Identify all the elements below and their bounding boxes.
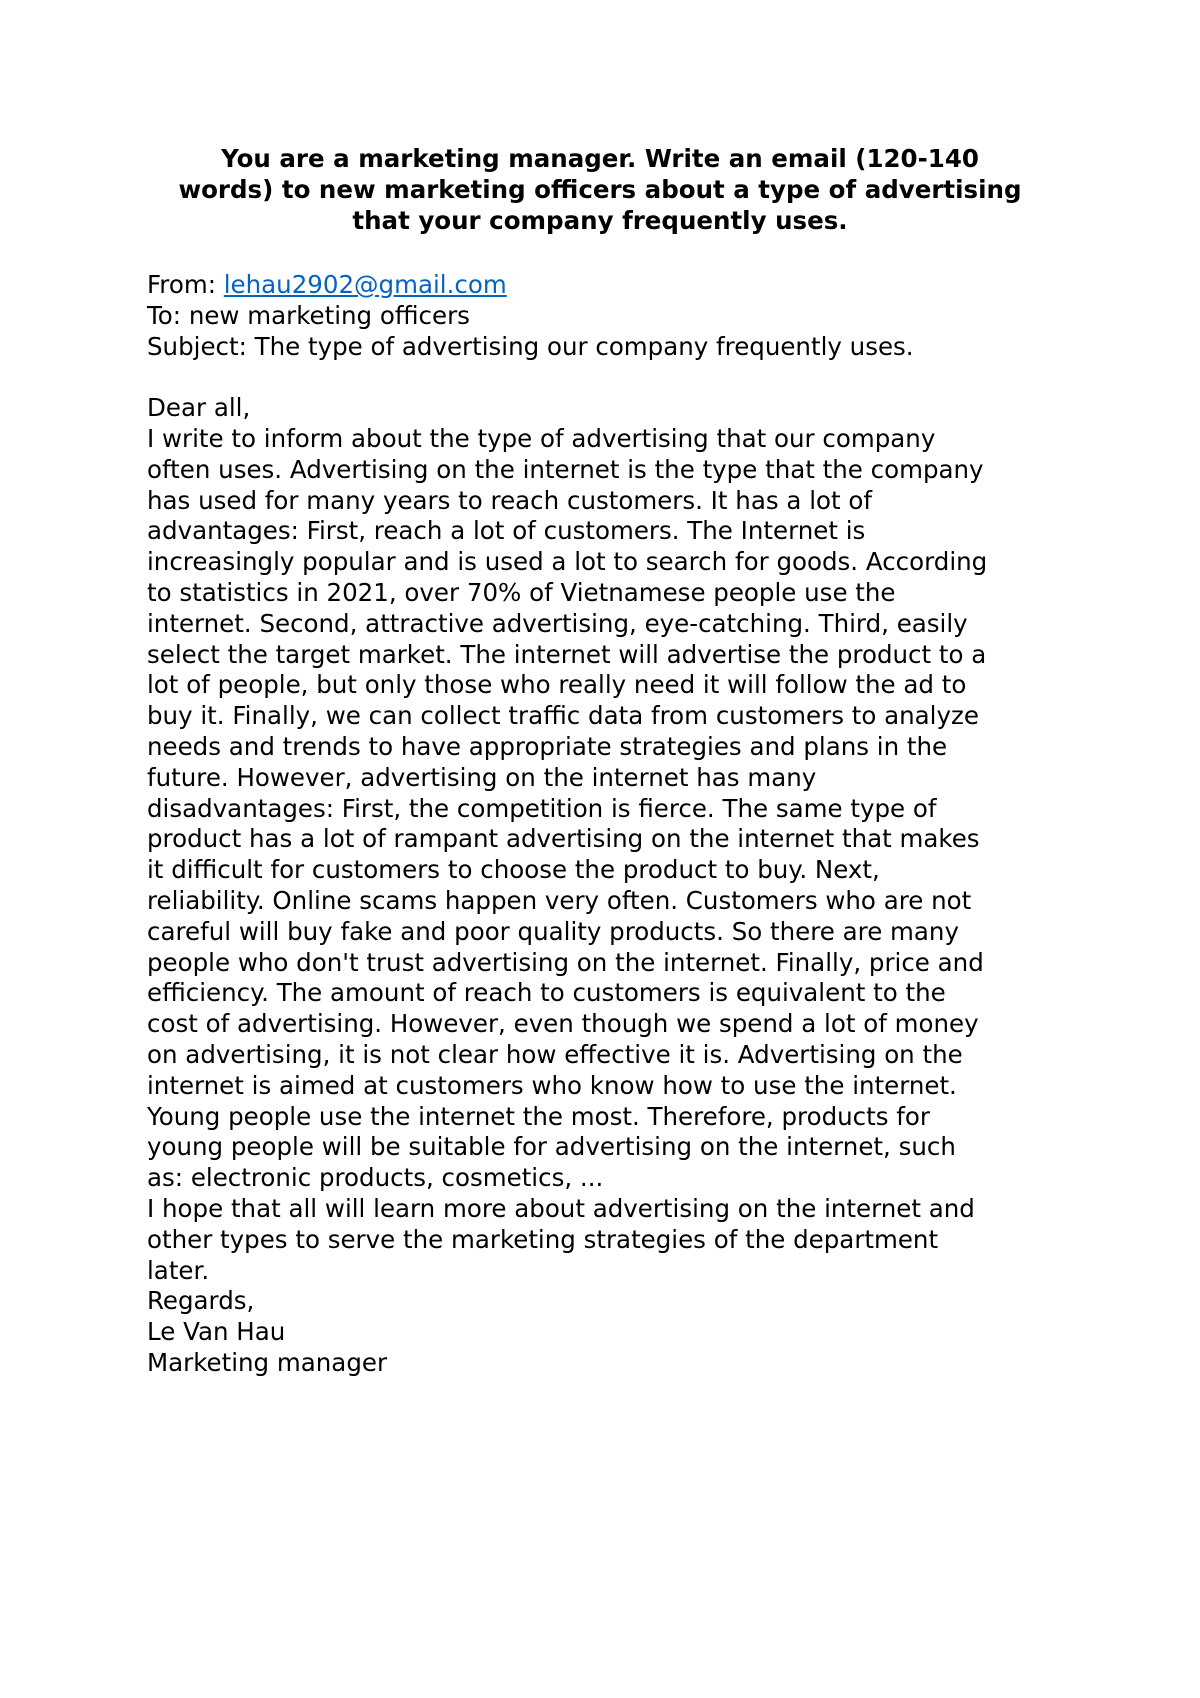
body-line: I write to inform about the type of advertising that our company (147, 423, 936, 453)
body-line: it difficult for customers to choose the product to buy. Next, (147, 855, 880, 885)
body-line: on advertising, it is not clear how effective it is. Advertising on the (147, 1039, 963, 1069)
body-line: reliability. Online scams happen very often. Customers who are not (147, 885, 972, 915)
body-line: to statistics in 2021, over 70% of Vietnamese people use the (147, 577, 896, 607)
signature-title: Marketing manager (147, 1347, 388, 1377)
body-line: increasingly popular and is used a lot to search for goods. According (147, 547, 988, 577)
body-line: select the target market. The internet will advertise the product to a (147, 639, 987, 669)
closing: Regards, (147, 1286, 255, 1316)
body-line: young people will be suitable for advertising on the internet, such (147, 1132, 956, 1162)
to-line: To: new marketing officers (147, 300, 470, 330)
assignment-title (130, 143, 1070, 236)
body-line: people who don't trust advertising on the internet. Finally, price and (147, 947, 984, 977)
from-label: From: (147, 270, 224, 299)
body-line: often uses. Advertising on the internet is the type that the company (147, 454, 984, 484)
body-line: internet. Second, attractive advertising, eye-catching. Third, easily (147, 608, 968, 638)
body-line: advantages: First, reach a lot of customers. The Internet is (147, 516, 866, 546)
body-line: later. (147, 1255, 210, 1285)
title-line: You are a marketing manager. Write an email (120-140 (221, 144, 979, 173)
from-email-link[interactable]: lehau2902@gmail.com (223, 270, 507, 299)
body-line: future. However, advertising on the internet has many (147, 762, 817, 792)
body-line: buy it. Finally, we can collect traffic data from customers to analyze (147, 701, 979, 731)
signature-name: Le Van Hau (147, 1317, 286, 1347)
body-line: as: electronic products, cosmetics, ... (147, 1163, 604, 1193)
body-line: internet is aimed at customers who know how to use the internet. (147, 1070, 957, 1100)
subject-line: Subject: The type of advertising our company frequently uses. (147, 331, 914, 361)
body-line: Young people use the internet the most. Therefore, products for (147, 1101, 930, 1131)
body-line: product has a lot of rampant advertising on the internet that makes (147, 824, 980, 854)
body-line: disadvantages: First, the competition is fierce. The same type of (147, 793, 937, 823)
blank-line (147, 362, 1107, 393)
email-body (147, 270, 1107, 1379)
title-line: words) to new marketing officers about a type of advertising (178, 175, 1022, 204)
title-line: that your company frequently uses. (352, 206, 848, 235)
body-line: lot of people, but only those who really need it will follow the ad to (147, 670, 967, 700)
body-line: cost of advertising. However, even though we spend a lot of money (147, 1009, 979, 1039)
body-line: efficiency. The amount of reach to customers is equivalent to the (147, 978, 946, 1008)
body-line: other types to serve the marketing strategies of the department (147, 1224, 939, 1254)
email-paragraph (147, 424, 1107, 1286)
from-line (147, 270, 1107, 301)
body-line: careful will buy fake and poor quality products. So there are many (147, 916, 959, 946)
body-line: has used for many years to reach customers. It has a lot of (147, 485, 872, 515)
body-line: I hope that all will learn more about advertising on the internet and (147, 1193, 975, 1223)
greeting: Dear all, (147, 393, 251, 423)
body-line: needs and trends to have appropriate strategies and plans in the (147, 731, 948, 761)
